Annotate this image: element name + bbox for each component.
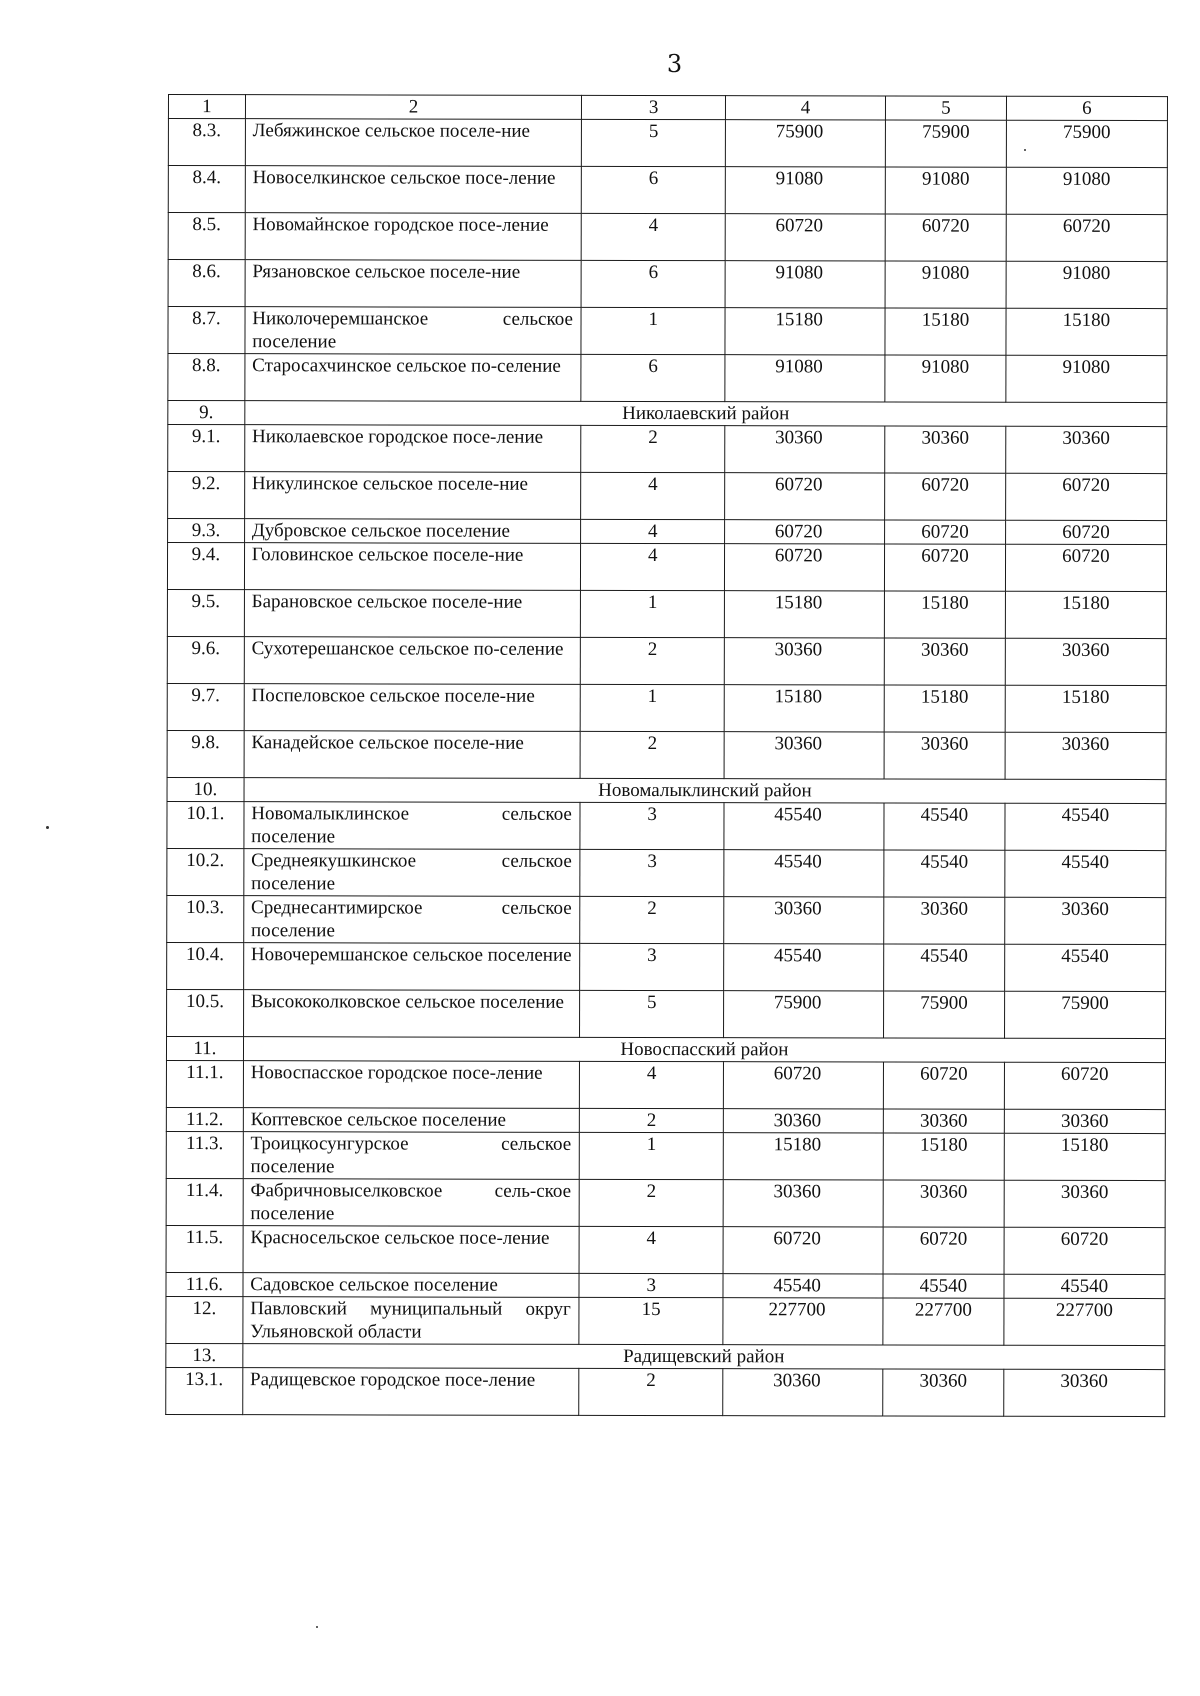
amount-cell-5: 227700: [883, 1298, 1004, 1345]
settlement-row: [168, 213, 1167, 262]
row-number: 10.2.: [167, 848, 244, 895]
amount-cell-6: 91080: [1006, 261, 1167, 308]
settlement-row: [168, 472, 1167, 521]
header-cell-3: 3: [582, 95, 726, 119]
amount-cell-6: 75900: [1006, 120, 1167, 167]
amount-cell-5: 91080: [885, 355, 1006, 402]
settlement-row: [166, 1107, 1165, 1133]
settlement-row: [166, 1272, 1165, 1298]
amount-cell-5: 30360: [883, 1180, 1004, 1227]
amount-cell-4: 30360: [724, 638, 884, 685]
amount-cell-4: 45540: [723, 1274, 883, 1298]
row-number: 9.7.: [167, 683, 244, 730]
amount-cell-6: 60720: [1005, 473, 1166, 520]
amount-cell-4: 91080: [725, 355, 885, 402]
amount-cell-6: 60720: [1004, 1227, 1165, 1274]
amount-cell-6: 30360: [1005, 426, 1166, 473]
amount-cell-6: 30360: [1004, 897, 1165, 944]
amount-cell-5: 75900: [884, 991, 1005, 1038]
row-number: 9.2.: [168, 472, 245, 519]
count-cell: 2: [579, 1368, 723, 1415]
amount-cell-6: 30360: [1005, 638, 1166, 685]
row-number: 10.4.: [167, 942, 244, 989]
row-number: 9.1.: [168, 425, 245, 472]
amount-cell-4: 45540: [724, 944, 884, 991]
amount-cell-4: 227700: [723, 1298, 883, 1345]
amount-cell-5: 60720: [885, 473, 1006, 520]
count-cell: 2: [581, 425, 725, 472]
count-cell: 1: [581, 307, 725, 354]
district-row: [166, 1036, 1165, 1062]
count-cell: 6: [581, 354, 725, 401]
settlement-row: [167, 895, 1166, 944]
amount-cell-4: 60720: [723, 1062, 883, 1109]
district-name: Радищевский район: [243, 1344, 1165, 1370]
settlement-name: Никулинское сельское поселе-ние: [244, 472, 581, 520]
amount-cell-5: 30360: [885, 426, 1006, 473]
district-name: Новоспасский район: [243, 1037, 1165, 1063]
settlement-row: [167, 589, 1166, 638]
amount-cell-4: 60720: [725, 473, 885, 520]
count-cell: 6: [581, 260, 725, 307]
amount-cell-4: 75900: [725, 120, 885, 167]
settlement-row: [168, 307, 1167, 356]
amount-cell-6: 30360: [1003, 1369, 1164, 1416]
amount-cell-6: 60720: [1005, 544, 1166, 591]
amount-cell-5: 60720: [885, 544, 1006, 591]
settlement-name: Среднесантимирское сельское поселение: [243, 896, 580, 944]
settlement-name: Новомайнское городское посе-ление: [245, 213, 582, 261]
settlement-row: [168, 354, 1167, 403]
amount-cell-6: 30360: [1004, 1180, 1165, 1227]
count-cell: 1: [580, 1132, 724, 1179]
amount-cell-5: 60720: [885, 214, 1006, 261]
row-number: 11.3.: [166, 1131, 243, 1178]
scan-speck: [1024, 149, 1026, 151]
count-cell: 3: [580, 802, 724, 849]
amount-cell-5: 30360: [883, 1109, 1004, 1133]
amount-cell-4: 30360: [724, 732, 884, 779]
header-cell-6: 6: [1006, 96, 1167, 120]
count-cell: 2: [580, 896, 724, 943]
settlement-row: [167, 989, 1166, 1038]
amount-cell-4: 60720: [724, 544, 884, 591]
amount-cell-6: 15180: [1004, 1133, 1165, 1180]
row-number: 10.1.: [167, 801, 244, 848]
settlement-row: [166, 1131, 1165, 1180]
amount-cell-6: 60720: [1005, 520, 1166, 544]
amount-cell-5: 75900: [885, 120, 1006, 167]
settlement-name: Высококолковское сельское поселение: [243, 990, 580, 1038]
header-cell-1: 1: [168, 95, 245, 119]
amount-cell-5: 30360: [883, 1369, 1004, 1416]
settlement-name: Николаевское городское посе-ление: [244, 425, 581, 473]
count-cell: 2: [580, 1108, 724, 1132]
settlement-name: Канадейское сельское поселе-ние: [244, 731, 581, 779]
amount-cell-6: 60720: [1004, 1062, 1165, 1109]
row-number: 8.8.: [168, 354, 245, 401]
settlement-row: [166, 1060, 1165, 1109]
district-number: 13.: [166, 1343, 243, 1367]
settlement-name: Коптевское сельское поселение: [243, 1108, 580, 1133]
row-number: 11.4.: [166, 1178, 243, 1225]
row-number: 11.5.: [166, 1225, 243, 1272]
district-name: Николаевский район: [245, 401, 1167, 427]
amount-cell-4: 91080: [725, 261, 885, 308]
amount-cell-5: 30360: [884, 638, 1005, 685]
settlement-row: [168, 260, 1167, 309]
count-cell: 4: [581, 543, 725, 590]
settlement-name: Лебяжинское сельское поселе-ние: [245, 119, 582, 167]
amount-cell-5: 91080: [885, 167, 1006, 214]
count-cell: 3: [580, 849, 724, 896]
settlement-row: [168, 119, 1167, 168]
row-number: 11.1.: [166, 1060, 243, 1107]
count-cell: 4: [582, 213, 726, 260]
amount-cell-4: 75900: [724, 991, 884, 1038]
settlement-name: Садовское сельское поселение: [243, 1273, 580, 1298]
header-cell-4: 4: [725, 96, 885, 120]
settlement-name: Барановское сельское поселе-ние: [244, 590, 581, 638]
amount-cell-6: 30360: [1005, 732, 1166, 779]
scan-speck: [46, 826, 49, 829]
amount-cell-6: 45540: [1005, 850, 1166, 897]
amount-cell-6: 45540: [1004, 944, 1165, 991]
amount-cell-6: 15180: [1005, 591, 1166, 638]
settlement-name: Головинское сельское поселе-ние: [244, 543, 581, 591]
count-cell: 2: [581, 637, 725, 684]
row-number: 11.2.: [166, 1107, 243, 1131]
settlement-name: Поспеловское сельское поселе-ние: [244, 684, 581, 732]
district-number: 11.: [166, 1036, 243, 1060]
district-row: [167, 777, 1166, 803]
count-cell: 3: [580, 943, 724, 990]
district-name: Новомалыклинский район: [244, 778, 1166, 804]
amount-cell-5: 60720: [883, 1227, 1004, 1274]
header-cell-5: 5: [886, 96, 1007, 120]
amount-cell-4: 60720: [723, 1227, 883, 1274]
settlement-row: [168, 519, 1167, 545]
row-number: 8.5.: [168, 213, 245, 260]
amount-cell-4: 60720: [725, 214, 885, 261]
count-cell: 2: [580, 1179, 724, 1226]
settlement-row: [168, 425, 1167, 474]
header-cell-2: 2: [245, 95, 582, 120]
amount-cell-4: 15180: [725, 308, 885, 355]
amount-cell-5: 91080: [885, 261, 1006, 308]
row-number: 8.6.: [168, 260, 245, 307]
amount-cell-6: 45540: [1004, 1274, 1165, 1298]
amount-cell-4: 30360: [723, 1109, 883, 1133]
amount-cell-6: 227700: [1004, 1298, 1165, 1345]
count-cell: 1: [581, 590, 725, 637]
row-number: 8.3.: [168, 119, 245, 166]
count-cell: 5: [580, 990, 724, 1037]
settlement-row: [168, 166, 1167, 215]
district-number: 9.: [168, 401, 245, 425]
district-number: 10.: [167, 777, 244, 801]
amount-cell-6: 30360: [1004, 1109, 1165, 1133]
row-number: 13.1.: [166, 1367, 243, 1414]
amount-cell-5: 15180: [883, 1133, 1004, 1180]
settlement-row: [166, 1296, 1165, 1345]
page-number: 3: [666, 50, 684, 78]
settlement-row: [167, 543, 1166, 592]
settlement-name: Новомалыклинское сельское поселение: [244, 802, 581, 850]
settlement-name: Павловский муниципальный округ Ульяновской области: [243, 1297, 580, 1345]
row-number: 12.: [166, 1296, 243, 1343]
count-cell: 3: [579, 1273, 723, 1297]
count-cell: 5: [582, 119, 726, 166]
row-number: 8.7.: [168, 307, 245, 354]
amount-cell-4: 30360: [724, 897, 884, 944]
amount-cell-6: 91080: [1006, 355, 1167, 402]
settlement-name: Сухотерешанское сельское по-селение: [244, 637, 581, 685]
amount-cell-4: 45540: [724, 850, 884, 897]
settlement-row: [167, 801, 1166, 850]
amount-cell-6: 15180: [1006, 308, 1167, 355]
settlement-row: [167, 683, 1166, 732]
amount-cell-5: 45540: [883, 1274, 1004, 1298]
count-cell: 2: [580, 731, 724, 778]
settlement-name: Фабричновыселковское сель-ское поселение: [243, 1179, 580, 1227]
table-body: [166, 95, 1168, 1417]
allocation-table: [165, 94, 1168, 1417]
count-cell: 4: [579, 1226, 723, 1273]
row-number: 9.3.: [168, 519, 245, 543]
settlement-row: [167, 636, 1166, 685]
settlement-row: [167, 942, 1166, 991]
settlement-name: Красносельское сельское посе-ление: [243, 1226, 580, 1274]
settlement-name: Дубровское сельское поселение: [244, 519, 581, 544]
amount-cell-4: 15180: [724, 591, 884, 638]
settlement-row: [167, 848, 1166, 897]
settlement-name: Николочеремшанское сельское поселение: [245, 307, 582, 355]
amount-cell-6: 91080: [1006, 167, 1167, 214]
amount-cell-6: 60720: [1006, 214, 1167, 261]
scan-speck: [316, 1626, 318, 1628]
amount-cell-4: 30360: [723, 1369, 883, 1416]
settlement-name: Новоселкинское сельское посе-ление: [245, 166, 582, 214]
settlement-name: Старосахчинское сельское по-селение: [245, 354, 582, 402]
amount-cell-5: 45540: [884, 803, 1005, 850]
count-cell: 4: [580, 1061, 724, 1108]
row-number: 10.5.: [167, 989, 244, 1036]
count-cell: 4: [581, 472, 725, 519]
header-row: [168, 95, 1167, 121]
amount-cell-5: 60720: [885, 520, 1006, 544]
district-row: [168, 401, 1167, 427]
amount-cell-4: 60720: [725, 520, 885, 544]
settlement-name: Троицкосунгурское сельское поселение: [243, 1132, 580, 1180]
amount-cell-6: 15180: [1005, 685, 1166, 732]
count-cell: 6: [582, 166, 726, 213]
row-number: 8.4.: [168, 166, 245, 213]
row-number: 9.4.: [167, 543, 244, 590]
settlement-row: [166, 1225, 1165, 1274]
amount-cell-4: 91080: [725, 167, 885, 214]
row-number: 9.8.: [167, 730, 244, 777]
settlement-name: Новоспасское городское посе-ление: [243, 1061, 580, 1109]
amount-cell-5: 15180: [884, 685, 1005, 732]
settlement-name: Новочеремшанское сельское поселение: [243, 943, 580, 991]
row-number: 11.6.: [166, 1272, 243, 1296]
amount-cell-4: 30360: [725, 426, 885, 473]
settlement-name: Рязановское сельское поселе-ние: [245, 260, 582, 308]
count-cell: 15: [579, 1297, 723, 1344]
amount-cell-5: 45540: [884, 850, 1005, 897]
count-cell: 1: [581, 684, 725, 731]
settlement-name: Среднеякушкинское сельское поселение: [244, 849, 581, 897]
settlement-row: [166, 1178, 1165, 1227]
settlement-name: Радищевское городское посе-ление: [242, 1368, 579, 1416]
amount-cell-5: 15180: [885, 308, 1006, 355]
row-number: 9.5.: [167, 589, 244, 636]
settlement-row: [167, 730, 1166, 779]
amount-cell-5: 30360: [884, 897, 1005, 944]
row-number: 9.6.: [167, 636, 244, 683]
amount-cell-5: 30360: [884, 732, 1005, 779]
count-cell: 4: [581, 519, 725, 543]
amount-cell-4: 30360: [723, 1180, 883, 1227]
amount-cell-6: 75900: [1004, 991, 1165, 1038]
district-row: [166, 1343, 1165, 1369]
amount-cell-4: 45540: [724, 803, 884, 850]
row-number: 10.3.: [167, 895, 244, 942]
settlement-row: [166, 1367, 1165, 1416]
amount-cell-5: 60720: [884, 1062, 1005, 1109]
amount-cell-4: 15180: [723, 1133, 883, 1180]
amount-cell-4: 15180: [724, 685, 884, 732]
amount-cell-6: 45540: [1005, 803, 1166, 850]
amount-cell-5: 45540: [884, 944, 1005, 991]
amount-cell-5: 15180: [884, 591, 1005, 638]
